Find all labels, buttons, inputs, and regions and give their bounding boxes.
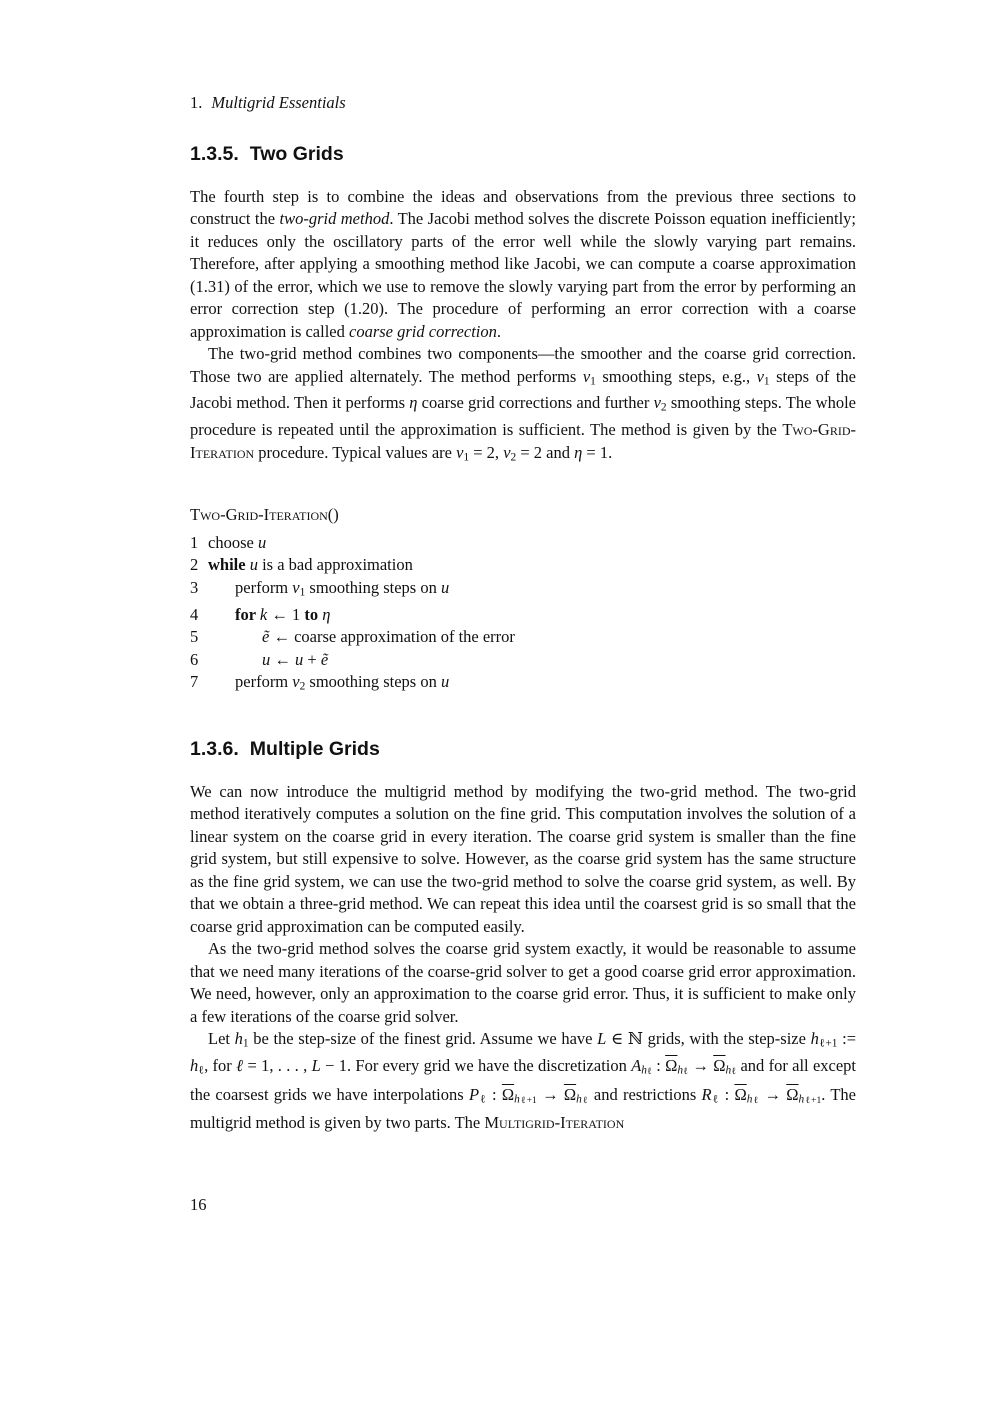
text-segment: Let [208, 1029, 235, 1049]
text-segment: : [651, 1056, 666, 1076]
algorithm-line [190, 649, 856, 672]
text-segment-s: 2 [660, 401, 667, 414]
text-segment-v: R [701, 1084, 712, 1104]
text-segment-s: 1 [590, 374, 596, 387]
text-segment: . [496, 321, 501, 341]
text-segment-v: coarse grid correction [349, 321, 497, 341]
text-segment: ← 1 [267, 604, 305, 624]
text-segment: perform [235, 577, 293, 597]
text-segment-v: ν [653, 393, 661, 413]
text-segment: smoothing steps. The whole procedure is repeated until the approximation is sufficient. The method is given by the [190, 393, 856, 440]
text-segment-ss: ℓ [752, 1094, 760, 1106]
line-number: 7 [190, 672, 199, 692]
text-segment: As the two-grid method solves the coarse grid system exactly, it would be reasonable to assume that we need many iterations of the coarse-grid solver to get a good coarse grid error approximation. We need, however, only an approximation to the coarse grid error. Thus, it is sufficient to make only a few iterations of the coarse grid solver. [190, 939, 856, 1026]
text-segment-v: h [234, 1029, 243, 1049]
text-segment-s-v: h [725, 1064, 732, 1077]
algorithm-args: () [327, 505, 339, 525]
text-segment: procedure. Typical values are [254, 442, 457, 462]
algorithm-line [190, 626, 856, 649]
text-segment-v: ν [582, 366, 591, 386]
text-segment-v: u [257, 532, 267, 552]
text-segment-v: h [190, 1056, 199, 1076]
line-number: 4 [190, 604, 199, 624]
paragraph [190, 343, 856, 468]
text-segment-v: u [262, 649, 271, 669]
text-segment: − 1. For every grid we have the discretization [320, 1056, 632, 1076]
algorithm-lines [190, 532, 856, 698]
text-segment-v: P [468, 1084, 480, 1104]
text-segment-b: to [304, 604, 323, 624]
text-segment-v: h [810, 1029, 819, 1049]
line-content [208, 626, 856, 649]
text-segment-v: ẽ [262, 627, 270, 647]
text-segment: coarse grid corrections and further [417, 393, 654, 413]
line-content [208, 649, 856, 672]
text-segment-s-v: h [641, 1064, 647, 1077]
paragraph [190, 186, 856, 344]
chapter-number: 1. [190, 93, 203, 112]
section-heading-two-grids [190, 143, 856, 166]
text-segment-s-v: h [798, 1093, 805, 1106]
line-number: 1 [190, 532, 199, 552]
text-segment-ov: $\overline{\Omega}$ [786, 1084, 799, 1104]
text-segment-s: 2 [510, 450, 517, 463]
text-segment-s: ℓ [479, 1093, 487, 1106]
text-segment-sc: Two-Grid-Iteration [190, 420, 856, 462]
line-content [208, 554, 856, 577]
text-segment-v: ẽ [320, 649, 329, 669]
text-segment-s: 1 [299, 586, 306, 599]
text-segment: . The Jacobi method solves the discrete Poisson equation inefficiently; it reduces only the oscillatory parts of the error well while the slowly varying part remains. Therefore, after applying a smoothing method like Jacobi, we can compute a coarse approximation (1.31) of the error, which we use to remove the slowly varying part from the error by performing an error correction step (1.20). The procedure of performing an error correction with a coarse approximation is called [190, 209, 857, 341]
text-segment: The fourth step is to combine the ideas and observations from the previous three sections to construct the [190, 186, 856, 228]
line-number: 2 [190, 555, 199, 575]
text-segment: : [719, 1084, 735, 1104]
text-segment-v: ℓ [236, 1056, 244, 1076]
running-header [190, 92, 856, 115]
line-content [208, 604, 856, 627]
text-segment-b: for [235, 604, 260, 624]
text-segment: smoothing steps, e.g., [595, 366, 757, 386]
text-segment-s: 1 [763, 374, 770, 387]
text-segment-ss: ℓ [683, 1066, 689, 1078]
paragraph [190, 938, 856, 1028]
text-segment: . The multigrid method is given by two parts. The [190, 1084, 856, 1133]
text-segment: := [837, 1029, 857, 1049]
text-segment-ss: ℓ+1 [804, 1094, 822, 1106]
text-segment: ← coarse approximation of the error [269, 627, 515, 647]
line-number: 3 [190, 577, 199, 597]
text-segment: , for [204, 1056, 237, 1076]
text-segment: is a bad approximation [257, 555, 413, 575]
text-segment-ov: $\overline{\Omega}$ [563, 1084, 577, 1104]
text-segment-s: 1 [463, 450, 470, 463]
text-segment-v: η [322, 604, 331, 624]
text-segment-v: two-grid method [279, 209, 390, 228]
text-segment: : [486, 1084, 502, 1104]
text-segment: choose [208, 532, 258, 552]
text-segment: and for all except the coarsest grids we have interpolations [190, 1056, 857, 1104]
text-segment: = 1, . . . , [243, 1056, 312, 1076]
paragraph [190, 781, 856, 939]
text-segment: ∈ ℕ grids, with the step-size [606, 1029, 811, 1049]
text-segment-v: L [597, 1029, 607, 1049]
text-segment: and restrictions [588, 1084, 702, 1104]
text-segment-v: ν [292, 672, 300, 692]
text-segment: steps of the Jacobi method. Then it performs [190, 366, 856, 413]
algorithm-line [190, 577, 856, 604]
text-segment-ov: $\overline{\Omega}$ [501, 1084, 515, 1104]
text-segment-v: η [409, 393, 418, 413]
text-segment: + [303, 649, 321, 669]
algorithm-line [190, 554, 856, 577]
text-segment-sc: Multigrid-Iteration [484, 1113, 625, 1133]
text-segment-ss: ℓ [731, 1066, 737, 1078]
section-title: Multiple Grids [249, 737, 380, 760]
algorithm-title [190, 504, 856, 527]
text-segment-ss: ℓ+1 [519, 1094, 537, 1106]
chapter-title: Multigrid Essentials [211, 93, 346, 112]
text-segment-s: ℓ+1 [818, 1037, 838, 1050]
line-number: 5 [190, 627, 199, 647]
text-segment: = 1. [582, 442, 613, 462]
text-segment-v: u [295, 649, 304, 669]
section-title: Two Grids [249, 142, 344, 165]
text-segment-ss: ℓ [581, 1094, 589, 1106]
text-segment-s: 1 [242, 1037, 249, 1050]
text-segment-s-v: h [514, 1093, 520, 1106]
text-segment-v: A [631, 1056, 642, 1076]
text-segment-s: ℓ [198, 1064, 205, 1077]
section-heading-multiple-grids [190, 738, 856, 761]
text-segment: ← [270, 649, 295, 669]
text-segment-ov: $\overline{\Omega}$ [665, 1056, 678, 1076]
paragraph [190, 1028, 856, 1135]
text-segment: → [688, 1056, 714, 1076]
section-body-two-grids [190, 186, 856, 469]
text-segment-s-v: h [746, 1093, 753, 1106]
text-segment-v: ν [756, 366, 764, 386]
text-segment-v: k [259, 604, 268, 624]
text-segment: → [536, 1084, 564, 1104]
algorithm-line [190, 671, 856, 698]
text-segment-s: ℓ [711, 1093, 720, 1106]
algorithm-name: Two-Grid-Iteration [190, 505, 328, 525]
text-segment: smoothing steps on [305, 577, 441, 597]
section-number: 1.3.5. [190, 142, 239, 165]
algorithm-two-grid-iteration [190, 504, 856, 698]
text-segment: smoothing steps on [305, 672, 441, 692]
text-segment: = 2 and [516, 442, 575, 462]
text-segment: The two-grid method combines two components—the smoother and the coarse grid correction. Those two are applied alternately. The method performs [190, 344, 856, 386]
text-segment: perform [235, 672, 293, 692]
text-segment-b: while [208, 555, 250, 575]
text-segment-s: 2 [299, 680, 306, 693]
line-number: 6 [190, 649, 199, 669]
algorithm-line [190, 532, 856, 555]
text-segment-v: ν [292, 577, 300, 597]
text-segment: be the step-size of the finest grid. Assume we have [248, 1029, 598, 1049]
text-segment-s-v: h [576, 1093, 582, 1106]
text-segment: We can now introduce the multigrid method by modifying the two-grid method. The two-grid method iteratively computes a solution on the fine grid. This computation involves the solution of a linear system on the coarse grid in every iteration. The coarse grid system is smaller than the fine grid system, but still expensive to solve. However, as the coarse grid system has the same structure as the fine grid system, we can use the two-grid method to solve the coarse grid system, as well. By that we obtain a three-grid method. We can repeat this idea until the coarsest grid is so small that the coarse grid approximation can be computed easily. [190, 781, 856, 936]
page-number: 16 [190, 1195, 207, 1214]
text-segment-v: u [440, 672, 450, 692]
section-body-multiple-grids [190, 781, 856, 1135]
text-segment: = 2, [469, 442, 504, 462]
text-segment-v: ν [456, 442, 464, 462]
text-segment-ov: $\overline{\Omega}$ [713, 1056, 726, 1076]
text-segment-s-v: h [677, 1064, 684, 1077]
text-segment-ss: ℓ [646, 1066, 652, 1078]
algorithm-line [190, 604, 856, 627]
line-content [208, 671, 856, 698]
text-segment-v: ν [503, 442, 511, 462]
text-segment-v: L [311, 1056, 321, 1076]
text-segment-v: u [249, 555, 258, 575]
line-content [208, 577, 856, 604]
text-segment-v: η [574, 442, 583, 462]
line-content [208, 532, 856, 555]
text-segment-v: u [440, 577, 450, 597]
section-number: 1.3.6. [190, 737, 239, 760]
text-segment: → [759, 1084, 787, 1104]
text-segment-ov: $\overline{\Omega}$ [734, 1084, 747, 1104]
